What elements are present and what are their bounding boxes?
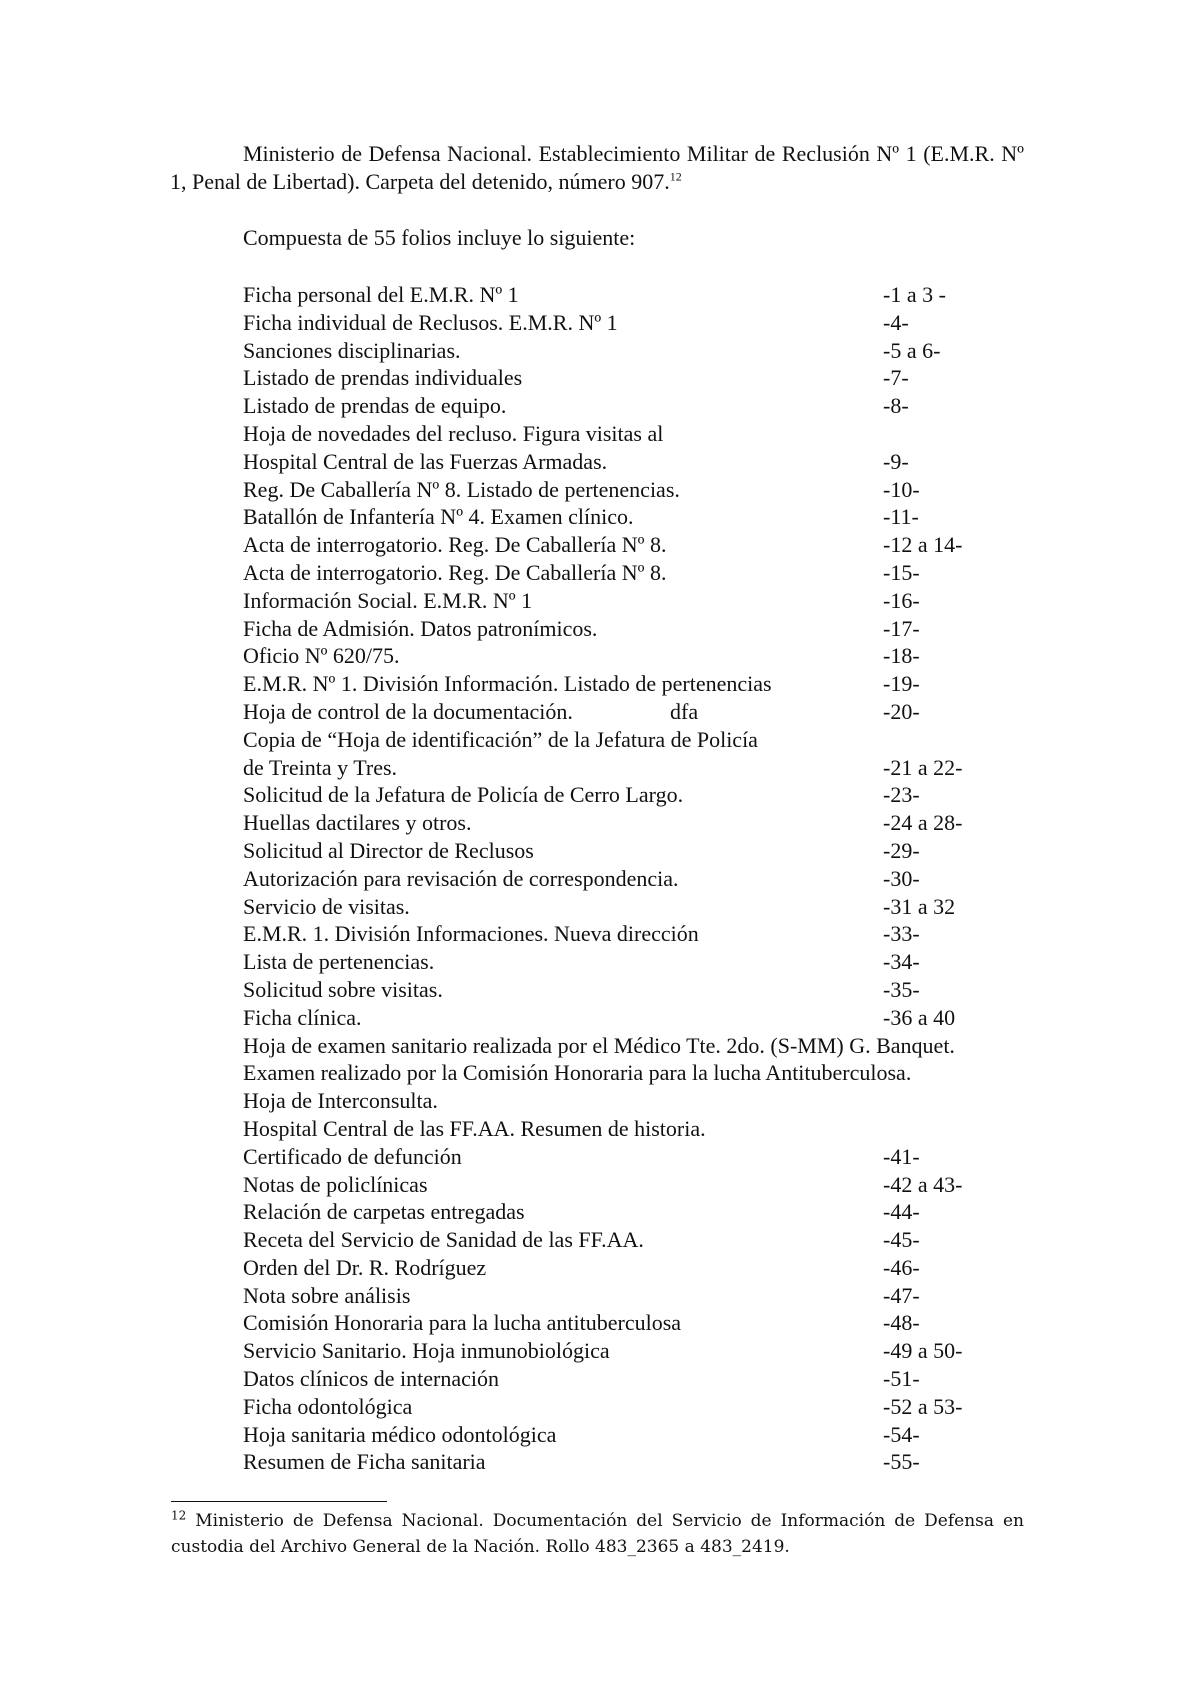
item-label: Solicitud sobre visitas. xyxy=(243,976,443,1002)
list-item xyxy=(243,809,1043,837)
item-label: Comisión Honoraria para la lucha antituberculosa xyxy=(243,1310,682,1336)
item-folio: -41- xyxy=(883,1143,920,1169)
item-label: Listado de prendas individuales xyxy=(243,365,523,391)
list-item xyxy=(243,1059,1043,1087)
item-label: Acta de interrogatorio. Reg. De Caballería Nº 8. xyxy=(243,559,667,585)
item-label: Oficio Nº 620/75. xyxy=(243,643,400,669)
list-item xyxy=(243,670,1043,698)
item-label: Acta de interrogatorio. Reg. De Caballería Nº 8. xyxy=(243,532,667,558)
list-item xyxy=(243,920,1043,948)
item-folio: -31 a 32 xyxy=(883,893,956,919)
list-item xyxy=(243,587,1043,615)
list-item xyxy=(243,893,1043,921)
item-label: Examen realizado por la Comisión Honoraria para la lucha Antituberculosa. xyxy=(243,1060,912,1086)
list-item xyxy=(243,1004,1043,1032)
item-folio: -42 a 43- xyxy=(883,1171,963,1197)
item-label: Ficha clínica. xyxy=(243,1004,362,1030)
item-folio: -7- xyxy=(883,365,909,391)
item-folio: -16- xyxy=(883,587,920,613)
item-label: Datos clínicos de internación xyxy=(243,1366,499,1392)
footnote-text: Ministerio de Defensa Nacional. Documentación del Servicio de Información de Defensa en custodia del Archivo General de la Nación. Rollo 483_2365 a 483_2419. xyxy=(171,1511,1024,1557)
footnote-separator xyxy=(171,1501,387,1502)
list-item xyxy=(243,948,1043,976)
list-item xyxy=(243,1337,1043,1365)
item-folio: -12 a 14- xyxy=(883,532,963,558)
item-label: Reg. De Caballería Nº 8. Listado de pertenencias. xyxy=(243,476,680,502)
item-label: Sanciones disciplinarias. xyxy=(243,337,461,363)
item-label: de Treinta y Tres. xyxy=(243,754,398,780)
list-item xyxy=(243,1171,1043,1199)
item-folio: -47- xyxy=(883,1282,920,1308)
item-label: Ficha individual de Reclusos. E.M.R. Nº 1 xyxy=(243,309,618,335)
list-item xyxy=(243,976,1043,1004)
item-label: Huellas dactilares y otros. xyxy=(243,810,472,836)
item-folio: -17- xyxy=(883,615,920,641)
item-label: Hoja de examen sanitario realizada por el Médico Tte. 2do. (S-MM) G. Banquet. xyxy=(243,1032,955,1058)
list-item xyxy=(243,754,1043,782)
item-folio: -51- xyxy=(883,1366,920,1392)
intro-paragraph xyxy=(170,140,1024,196)
item-folio: -20- xyxy=(883,698,920,724)
item-folio: -9- xyxy=(883,448,909,474)
item-label: Hoja de control de la documentación. xyxy=(243,698,573,724)
item-folio: -8- xyxy=(883,393,909,419)
list-item xyxy=(243,281,1043,309)
item-label: Nota sobre análisis xyxy=(243,1282,411,1308)
item-folio: -30- xyxy=(883,865,920,891)
item-annotation: dfa xyxy=(670,698,699,724)
item-folio: -54- xyxy=(883,1421,920,1447)
item-label: Ficha personal del E.M.R. Nº 1 xyxy=(243,282,519,307)
list-item xyxy=(243,1115,1043,1143)
list-item xyxy=(243,531,1043,559)
list-item xyxy=(243,1226,1043,1254)
list-item xyxy=(243,1143,1043,1171)
item-label: Copia de “Hoja de identificación” de la Jefatura de Policía xyxy=(243,726,758,752)
item-folio: -34- xyxy=(883,949,920,975)
list-item xyxy=(243,309,1043,337)
item-label: Solicitud al Director de Reclusos xyxy=(243,837,534,863)
item-folio: -35- xyxy=(883,976,920,1002)
list-item xyxy=(243,476,1043,504)
list-item xyxy=(243,559,1043,587)
item-label: E.M.R. 1. División Informaciones. Nueva dirección xyxy=(243,921,699,947)
item-label: Orden del Dr. R. Rodríguez xyxy=(243,1254,487,1280)
list-item xyxy=(243,1254,1043,1282)
list-item xyxy=(243,1282,1043,1310)
item-label: Notas de policlínicas xyxy=(243,1171,428,1197)
list-item xyxy=(243,392,1043,420)
item-folio: -1 a 3 - xyxy=(883,282,946,307)
item-folio: -10- xyxy=(883,476,920,502)
list-item xyxy=(243,420,1043,448)
list-item xyxy=(243,364,1043,392)
list-item xyxy=(243,1421,1043,1449)
item-label: Certificado de defunción xyxy=(243,1143,462,1169)
item-folio: -5 a 6- xyxy=(883,337,941,363)
item-folio: -15- xyxy=(883,559,920,585)
list-item xyxy=(243,1309,1043,1337)
composition-statement: Compuesta de 55 folios incluye lo siguiente: xyxy=(243,225,636,250)
item-label: Ficha de Admisión. Datos patronímicos. xyxy=(243,615,598,641)
list-item xyxy=(243,503,1043,531)
list-item xyxy=(243,726,1043,754)
item-folio: -24 a 28- xyxy=(883,810,963,836)
item-label: Servicio de visitas. xyxy=(243,893,410,919)
list-item xyxy=(243,1032,1043,1060)
item-label: Receta del Servicio de Sanidad de las FF.AA. xyxy=(243,1227,644,1253)
item-folio: -52 a 53- xyxy=(883,1393,963,1419)
item-label: Servicio Sanitario. Hoja inmunobiológica xyxy=(243,1338,610,1364)
item-label: Hoja sanitaria médico odontológica xyxy=(243,1421,557,1447)
list-item xyxy=(243,642,1043,670)
list-item xyxy=(243,1198,1043,1226)
item-label: Listado de prendas de equipo. xyxy=(243,393,507,419)
item-folio: -49 a 50- xyxy=(883,1338,963,1364)
list-item xyxy=(243,1365,1043,1393)
item-folio: -4- xyxy=(883,309,909,335)
item-folio: -45- xyxy=(883,1227,920,1253)
list-item xyxy=(243,448,1043,476)
list-item xyxy=(243,781,1043,809)
intro-text: Ministerio de Defensa Nacional. Establecimiento Militar de Reclusión Nº 1 (E.M.R. Nº 1, Penal de Libertad). Carpeta del detenido, número 907. xyxy=(170,141,1024,194)
list-item xyxy=(243,1393,1043,1421)
item-label: Relación de carpetas entregadas xyxy=(243,1199,525,1225)
list-item xyxy=(243,865,1043,893)
item-label: Hoja de novedades del recluso. Figura visitas al xyxy=(243,420,664,446)
item-label: E.M.R. Nº 1. División Información. Listado de pertenencias xyxy=(243,671,772,697)
list-item xyxy=(243,1448,1043,1476)
list-item xyxy=(243,337,1043,365)
list-item xyxy=(243,615,1043,643)
list-item xyxy=(243,1087,1043,1115)
item-label: Batallón de Infantería Nº 4. Examen clínico. xyxy=(243,504,634,530)
item-folio: -46- xyxy=(883,1254,920,1280)
item-label: Ficha odontológica xyxy=(243,1393,413,1419)
item-folio: -18- xyxy=(883,643,920,669)
item-folio: -44- xyxy=(883,1199,920,1225)
footnote-reference: 12 xyxy=(669,169,682,184)
item-folio: -23- xyxy=(883,782,920,808)
item-folio: -55- xyxy=(883,1449,920,1475)
item-label: Información Social. E.M.R. Nº 1 xyxy=(243,587,533,613)
item-folio: -48- xyxy=(883,1310,920,1336)
item-folio: -21 a 22- xyxy=(883,754,963,780)
footnote xyxy=(171,1508,1024,1560)
list-item xyxy=(243,837,1043,865)
item-folio: -33- xyxy=(883,921,920,947)
item-label: Hospital Central de las Fuerzas Armadas. xyxy=(243,448,608,474)
list-item xyxy=(243,698,1043,726)
item-folio: -19- xyxy=(883,671,920,697)
item-folio: -36 a 40 xyxy=(883,1004,956,1030)
item-folio: -11- xyxy=(883,504,919,530)
item-label: Hospital Central de las FF.AA. Resumen de historia. xyxy=(243,1115,706,1141)
item-label: Lista de pertenencias. xyxy=(243,949,435,975)
item-label: Hoja de Interconsulta. xyxy=(243,1088,438,1114)
footnote-number: 12 xyxy=(171,1508,187,1523)
item-label: Solicitud de la Jefatura de Policía de Cerro Largo. xyxy=(243,782,684,808)
item-label: Autorización para revisación de correspondencia. xyxy=(243,865,679,891)
item-label: Resumen de Ficha sanitaria xyxy=(243,1449,486,1475)
folio-index-list xyxy=(243,281,1043,1476)
item-folio: -29- xyxy=(883,837,920,863)
